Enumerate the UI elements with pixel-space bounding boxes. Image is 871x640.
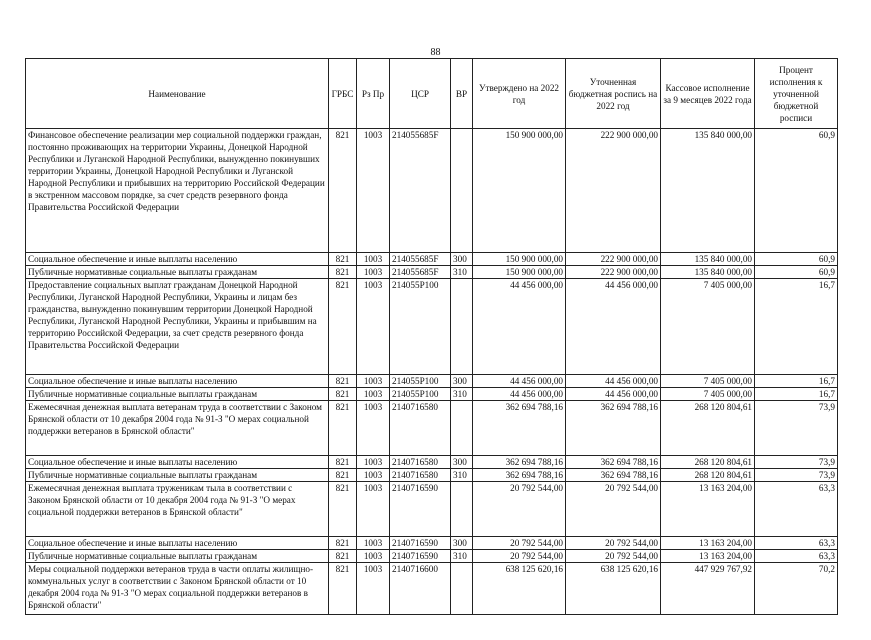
cell-grbs: 821 <box>329 469 357 482</box>
cell-percent: 63,3 <box>755 482 838 537</box>
cell-csr: 2140716580 <box>390 456 451 469</box>
cell-vr <box>451 563 473 615</box>
cell-vr <box>451 279 473 375</box>
cell-cash: 447 929 767,92 <box>661 563 755 615</box>
cell-rzpr: 1003 <box>357 482 390 537</box>
cell-percent: 70,2 <box>755 563 838 615</box>
cell-grbs: 821 <box>329 253 357 266</box>
cell-name: Ежемесячная денежная выплата ветеранам труда в соответствии с Законом Брянской области от 10 декабря 2004 года № 91-З "О мерах социальной поддержки ветеранов в Брянской области" <box>26 401 329 456</box>
cell-name: Публичные нормативные социальные выплаты гражданам <box>26 550 329 563</box>
cell-csr: 2140716580 <box>390 469 451 482</box>
cell-approved: 44 456 000,00 <box>473 279 566 375</box>
cell-rzpr: 1003 <box>357 279 390 375</box>
cell-cash: 13 163 204,00 <box>661 550 755 563</box>
cell-approved: 44 456 000,00 <box>473 375 566 388</box>
cell-percent: 73,9 <box>755 469 838 482</box>
cell-csr: 214055P100 <box>390 375 451 388</box>
table-row <box>26 537 838 550</box>
cell-cash: 135 840 000,00 <box>661 266 755 279</box>
cell-grbs: 821 <box>329 482 357 537</box>
cell-cash: 7 405 000,00 <box>661 375 755 388</box>
cell-csr: 214055685F <box>390 129 451 253</box>
cell-name: Социальное обеспечение и иные выплаты населению <box>26 375 329 388</box>
cell-approved: 362 694 788,16 <box>473 401 566 456</box>
cell-refined: 44 456 000,00 <box>566 388 661 401</box>
cell-cash: 135 840 000,00 <box>661 253 755 266</box>
cell-percent: 16,7 <box>755 279 838 375</box>
cell-percent: 60,9 <box>755 266 838 279</box>
cell-refined: 362 694 788,16 <box>566 401 661 456</box>
cell-grbs: 821 <box>329 129 357 253</box>
cell-vr: 300 <box>451 456 473 469</box>
cell-grbs: 821 <box>329 563 357 615</box>
cell-rzpr: 1003 <box>357 388 390 401</box>
cell-approved: 20 792 544,00 <box>473 550 566 563</box>
cell-refined: 362 694 788,16 <box>566 456 661 469</box>
cell-approved: 20 792 544,00 <box>473 537 566 550</box>
table-row <box>26 563 838 615</box>
header-csr: ЦСР <box>390 59 451 129</box>
cell-grbs: 821 <box>329 550 357 563</box>
cell-vr: 310 <box>451 266 473 279</box>
table-row <box>26 388 838 401</box>
cell-percent: 73,9 <box>755 456 838 469</box>
cell-grbs: 821 <box>329 388 357 401</box>
cell-name: Публичные нормативные социальные выплаты гражданам <box>26 469 329 482</box>
header-refined: Уточненная бюджетная роспись на 2022 год <box>566 59 661 129</box>
cell-vr <box>451 482 473 537</box>
cell-percent: 73,9 <box>755 401 838 456</box>
cell-name: Меры социальной поддержки ветеранов труда в части оплаты жилищно-коммунальных услуг в соответствии с Законом Брянской области от 10 декабря 2004 года № 91-З "О мерах социальной поддержки ветеранов в Брянской области" <box>26 563 329 615</box>
table-row <box>26 375 838 388</box>
cell-refined: 20 792 544,00 <box>566 482 661 537</box>
cell-approved: 362 694 788,16 <box>473 469 566 482</box>
cell-approved: 150 900 000,00 <box>473 129 566 253</box>
cell-percent: 60,9 <box>755 129 838 253</box>
cell-name: Публичные нормативные социальные выплаты гражданам <box>26 388 329 401</box>
cell-cash: 7 405 000,00 <box>661 279 755 375</box>
cell-refined: 222 900 000,00 <box>566 266 661 279</box>
cell-cash: 13 163 204,00 <box>661 537 755 550</box>
cell-name: Социальное обеспечение и иные выплаты населению <box>26 253 329 266</box>
cell-grbs: 821 <box>329 279 357 375</box>
cell-rzpr: 1003 <box>357 129 390 253</box>
table-row <box>26 266 838 279</box>
page-number: 88 <box>430 47 441 58</box>
table-row <box>26 401 838 456</box>
cell-cash: 268 120 804,61 <box>661 469 755 482</box>
cell-name: Публичные нормативные социальные выплаты гражданам <box>26 266 329 279</box>
cell-csr: 2140716590 <box>390 482 451 537</box>
cell-csr: 214055P100 <box>390 279 451 375</box>
cell-vr <box>451 129 473 253</box>
cell-approved: 20 792 544,00 <box>473 482 566 537</box>
cell-grbs: 821 <box>329 401 357 456</box>
cell-approved: 150 900 000,00 <box>473 253 566 266</box>
cell-rzpr: 1003 <box>357 375 390 388</box>
cell-grbs: 821 <box>329 266 357 279</box>
cell-name: Социальное обеспечение и иные выплаты населению <box>26 456 329 469</box>
cell-rzpr: 1003 <box>357 266 390 279</box>
table-row <box>26 279 838 375</box>
table-row <box>26 469 838 482</box>
cell-approved: 362 694 788,16 <box>473 456 566 469</box>
cell-approved: 638 125 620,16 <box>473 563 566 615</box>
header-grbs: ГРБС <box>329 59 357 129</box>
cell-rzpr: 1003 <box>357 537 390 550</box>
cell-grbs: 821 <box>329 375 357 388</box>
cell-rzpr: 1003 <box>357 253 390 266</box>
cell-name: Предоставление социальных выплат гражданам Донецкой Народной Республики, Луганской Народной Республики, Украины и лицам без гражданства, вынужденно покинувшим территории Донецкой Народной Республики, Луганской Народной Республики, Украины и прибывшим на территорию Российской Федерации, за счет средств резервного фонда Правительства Российской Федерации <box>26 279 329 375</box>
cell-rzpr: 1003 <box>357 401 390 456</box>
budget-table <box>25 58 838 615</box>
header-vr: ВР <box>451 59 473 129</box>
cell-percent: 63,3 <box>755 537 838 550</box>
header-row <box>26 59 838 129</box>
cell-vr: 310 <box>451 388 473 401</box>
cell-refined: 362 694 788,16 <box>566 469 661 482</box>
cell-refined: 222 900 000,00 <box>566 253 661 266</box>
header-approved: Утверждено на 2022 год <box>473 59 566 129</box>
cell-cash: 13 163 204,00 <box>661 482 755 537</box>
cell-approved: 44 456 000,00 <box>473 388 566 401</box>
table-body <box>26 129 838 615</box>
cell-vr <box>451 401 473 456</box>
cell-percent: 60,9 <box>755 253 838 266</box>
header-percent: Процент исполнения к уточненной бюджетной росписи <box>755 59 838 129</box>
cell-vr: 300 <box>451 253 473 266</box>
table-row <box>26 550 838 563</box>
cell-refined: 222 900 000,00 <box>566 129 661 253</box>
table-row <box>26 482 838 537</box>
cell-vr: 310 <box>451 550 473 563</box>
cell-vr: 300 <box>451 537 473 550</box>
cell-cash: 135 840 000,00 <box>661 129 755 253</box>
cell-name: Социальное обеспечение и иные выплаты населению <box>26 537 329 550</box>
cell-refined: 44 456 000,00 <box>566 279 661 375</box>
table-row <box>26 253 838 266</box>
cell-refined: 20 792 544,00 <box>566 550 661 563</box>
cell-percent: 16,7 <box>755 388 838 401</box>
header-name: Наименование <box>26 59 329 129</box>
cell-vr: 310 <box>451 469 473 482</box>
cell-cash: 268 120 804,61 <box>661 401 755 456</box>
cell-cash: 268 120 804,61 <box>661 456 755 469</box>
table-row <box>26 129 838 253</box>
cell-rzpr: 1003 <box>357 563 390 615</box>
cell-csr: 214055685F <box>390 253 451 266</box>
cell-name: Ежемесячная денежная выплата труженикам тыла в соответствии с Законом Брянской области от 10 декабря 2004 года № 91-З "О мерах социальной поддержки ветеранов в Брянской области" <box>26 482 329 537</box>
cell-refined: 638 125 620,16 <box>566 563 661 615</box>
cell-csr: 2140716590 <box>390 537 451 550</box>
cell-cash: 7 405 000,00 <box>661 388 755 401</box>
table-row <box>26 456 838 469</box>
cell-refined: 44 456 000,00 <box>566 375 661 388</box>
cell-vr: 300 <box>451 375 473 388</box>
cell-csr: 2140716590 <box>390 550 451 563</box>
cell-rzpr: 1003 <box>357 469 390 482</box>
cell-csr: 2140716600 <box>390 563 451 615</box>
header-rzpr: Рз Пр <box>357 59 390 129</box>
cell-percent: 16,7 <box>755 375 838 388</box>
cell-grbs: 821 <box>329 456 357 469</box>
cell-csr: 214055P100 <box>390 388 451 401</box>
cell-name: Финансовое обеспечение реализации мер социальной поддержки граждан, постоянно проживающих на территории Украины, Донецкой Народной Республики и Луганской Народной Республики, вынужденно покинувших территории Украины, Донецкой Народной Республики и Луганской Народной Республики и прибывших на территорию Российской Федерации в экстренном массовом порядке, за счет средств резервного фонда Правительства Российской Федерации <box>26 129 329 253</box>
cell-grbs: 821 <box>329 537 357 550</box>
header-cash: Кассовое исполнение за 9 месяцев 2022 года <box>661 59 755 129</box>
cell-csr: 214055685F <box>390 266 451 279</box>
cell-csr: 2140716580 <box>390 401 451 456</box>
cell-rzpr: 1003 <box>357 550 390 563</box>
cell-approved: 150 900 000,00 <box>473 266 566 279</box>
cell-rzpr: 1003 <box>357 456 390 469</box>
cell-refined: 20 792 544,00 <box>566 537 661 550</box>
cell-percent: 63,3 <box>755 550 838 563</box>
